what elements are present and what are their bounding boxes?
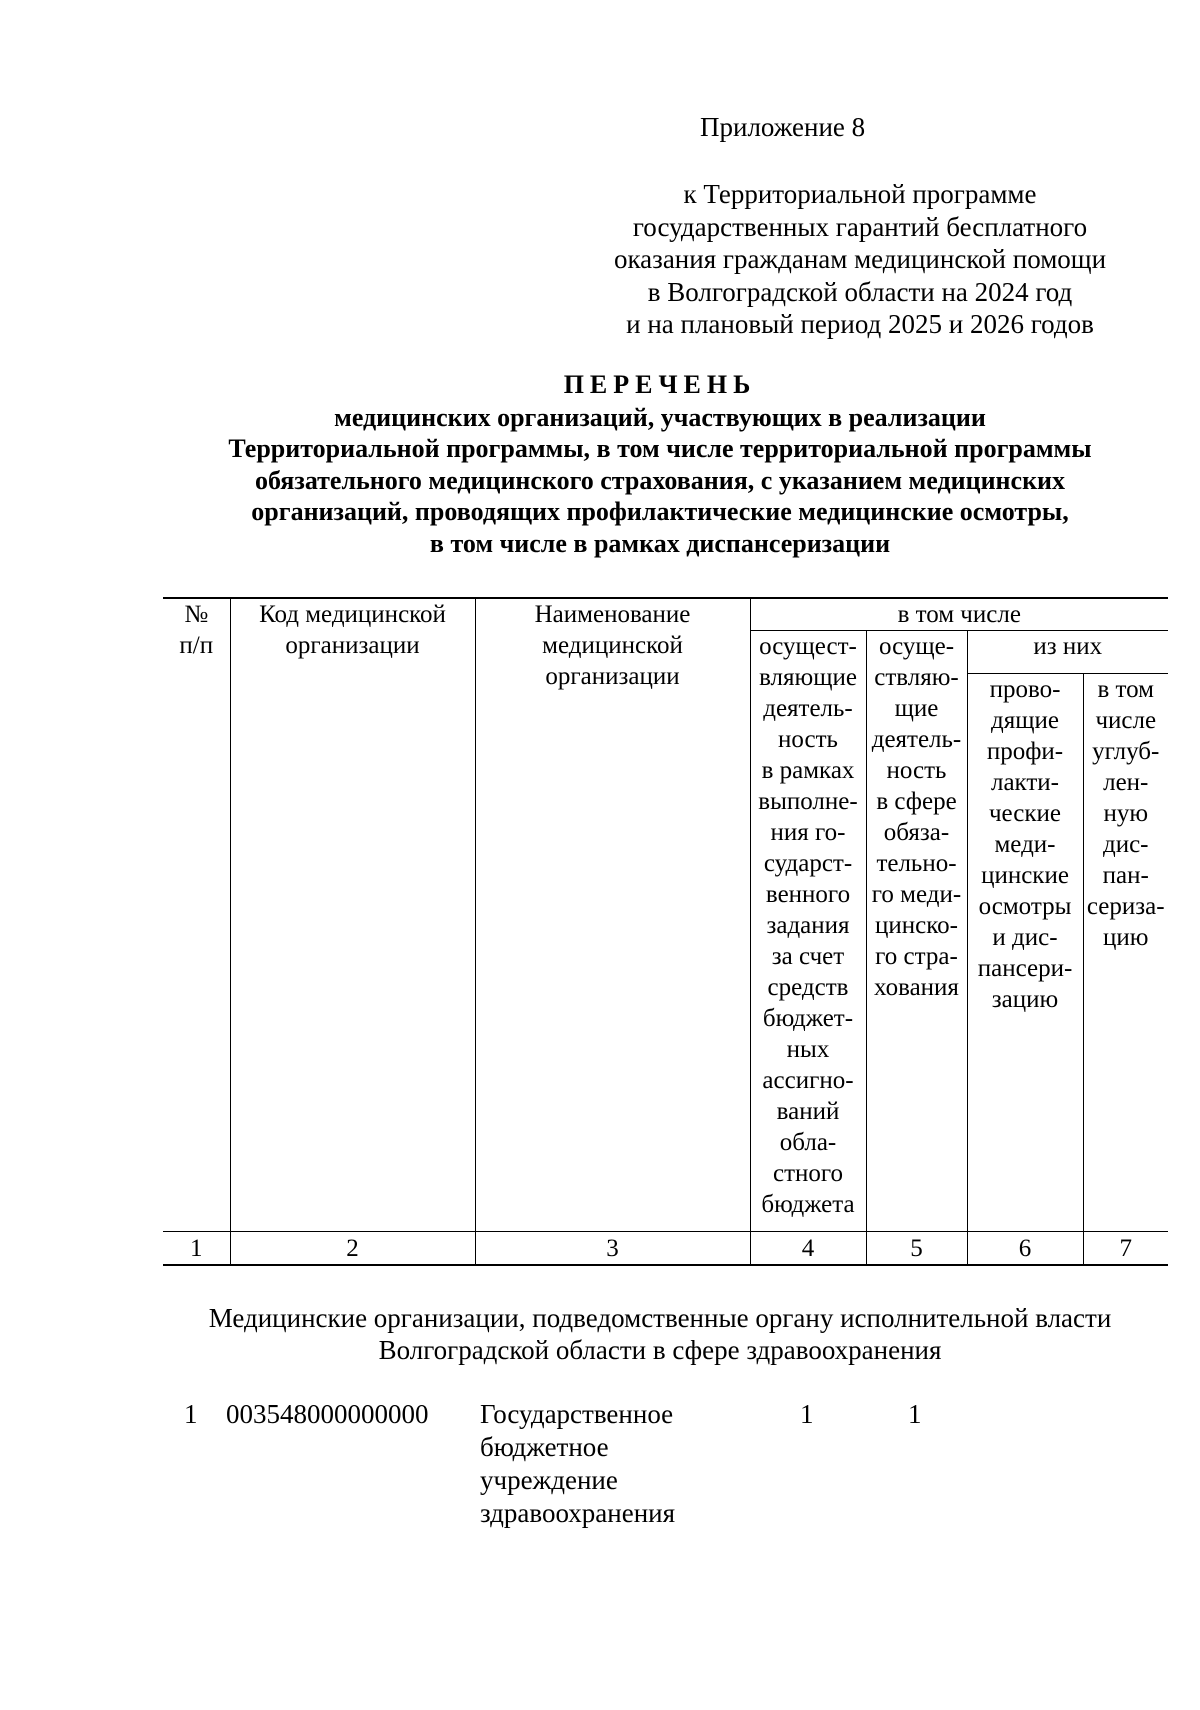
header-col-checkups: прово- дящие профи- лакти- ческие меди- цинские осмотры и дис- пансери- зацию	[967, 674, 1083, 1232]
appendix-reference: к Территориальной программе государственных гарантий бесплатного оказания гражданам медицинской помощи в Волгоградской области на 2024 год и на плановый период 2025 и 2026 годов	[613, 179, 1107, 339]
column-number: 5	[866, 1232, 967, 1266]
row-code: 003548000000000	[226, 1399, 429, 1429]
section-title: Медицинские организации, подведомственные органу исполнительной власти Волгоградской области в сфере здравоохранения	[208, 1303, 1112, 1365]
document-subtitle: медицинских организаций, участвующих в реализации Территориальной программы, в том числе территориальной программы обязательного медицинского страхования, с указанием медицинских организаций, проводящих профилактические медицинские осмотры, в том числе в рамках диспансеризации	[228, 403, 1092, 558]
row-name: Государственное бюджетное учреждение здравоохранения	[480, 1399, 676, 1528]
row-oms-value: 1	[908, 1399, 922, 1429]
header-col-budget: осущест- вляющие деятель- ность в рамках выполне- ния го- сударст- венного задания за счет средств бюджет- ных ассигно- ваний обла- стного бюджета	[750, 631, 866, 1232]
header-group-of-them: из них	[967, 631, 1168, 674]
document-title: ПЕРЕЧЕНЬ	[563, 370, 757, 399]
column-number: 3	[475, 1232, 750, 1266]
header-col-num: № п/п	[163, 598, 230, 1232]
header-col-code: Код медицинской организации	[230, 598, 475, 1232]
column-number: 7	[1083, 1232, 1168, 1266]
column-number: 4	[750, 1232, 866, 1266]
column-number-row	[163, 1232, 1168, 1266]
row-number: 1	[184, 1399, 198, 1429]
header-group-including: в том числе	[750, 598, 1168, 631]
header-col-name: Наименование медицинской организации	[475, 598, 750, 1232]
column-number: 2	[230, 1232, 475, 1266]
row-budget-value: 1	[800, 1399, 814, 1429]
appendix-title: Приложение 8	[700, 112, 866, 142]
column-number: 1	[163, 1232, 230, 1266]
header-col-oms: осуще- ствляю- щие деятель- ность в сфере обяза- тельно- го меди- цинско- го стра- хования	[866, 631, 967, 1232]
header-col-deep: в том числе углуб- лен- ную дис- пан- сериза- цию	[1083, 674, 1168, 1232]
header-table	[163, 597, 1168, 1266]
column-number: 6	[967, 1232, 1083, 1266]
